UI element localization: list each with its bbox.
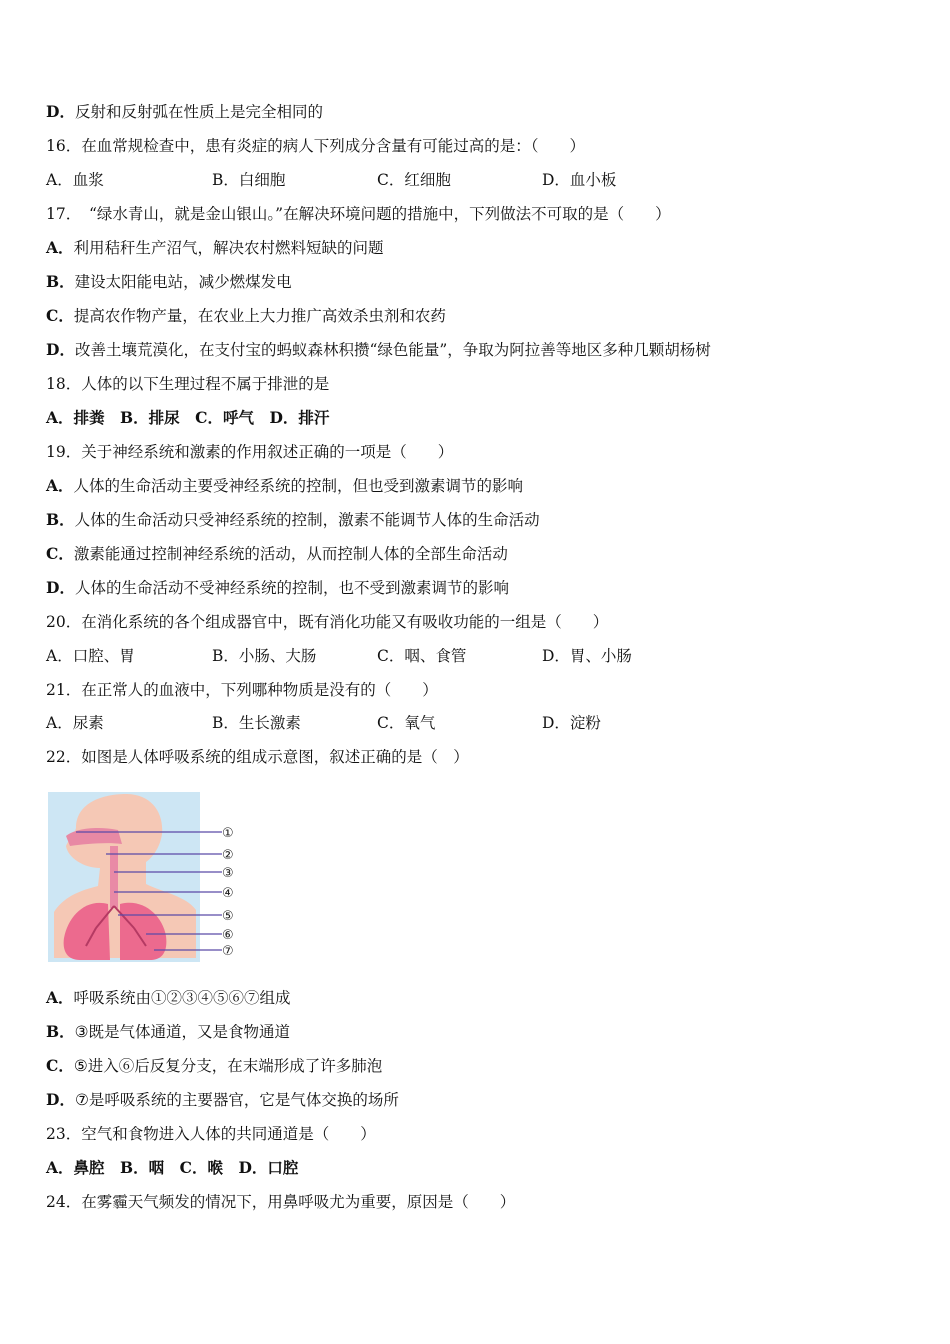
q18-options: A．排粪 B．排尿 C．呼气 D．排汗 xyxy=(46,408,330,427)
option-label: D． xyxy=(46,102,75,121)
q22-option-d: D．⑦是呼吸系统的主要器官，它是气体交换的场所 xyxy=(46,1090,399,1109)
figure-label-2: ② xyxy=(222,848,234,863)
q19-option-c: C．激素能通过控制神经系统的活动，从而控制人体的全部生命活动 xyxy=(46,544,508,563)
q20-option-a: A．口腔、胃 xyxy=(46,647,135,665)
q21-option-a: A．尿素 xyxy=(46,714,104,732)
figure-label-1: ① xyxy=(222,826,234,841)
question-22: 22．如图是人体呼吸系统的组成示意图，叙述正确的是（ ） xyxy=(46,748,469,766)
q22-option-a: A．呼吸系统由①②③④⑤⑥⑦组成 xyxy=(46,988,291,1007)
q15-option-d: D．反射和反射弧在性质上是完全相同的 xyxy=(46,102,323,121)
q16-option-a: A．血浆 xyxy=(46,171,104,189)
q17-option-b: B．建设太阳能电站，减少燃煤发电 xyxy=(46,272,292,291)
q17-option-d: D．改善土壤荒漠化，在支付宝的蚂蚁森林积攒“绿色能量”，争取为阿拉善等地区多种几颗胡杨树 xyxy=(46,340,711,359)
trachea-shape xyxy=(110,846,118,908)
q21-option-b: B．生长激素 xyxy=(212,714,301,732)
q19-option-a: A．人体的生命活动主要受神经系统的控制，但也受到激素调节的影响 xyxy=(46,476,524,495)
q20-option-b: B．小肠、大肠 xyxy=(212,647,317,665)
question-21: 21．在正常人的血液中，下列哪种物质是没有的（ ） xyxy=(46,681,438,699)
question-18: 18．人体的以下生理过程不属于排泄的是 xyxy=(46,375,330,393)
q23-options: A．鼻腔 B．咽 C．喉 D．口腔 xyxy=(46,1158,299,1177)
question-24: 24．在雾霾天气频发的情况下，用鼻呼吸尤为重要，原因是（ ） xyxy=(46,1193,516,1211)
figure-label-5: ⑤ xyxy=(222,909,234,924)
q21-option-c: C．氧气 xyxy=(377,714,436,732)
q22-option-b: B．③既是气体通道，又是食物通道 xyxy=(46,1022,291,1041)
q19-option-b: B．人体的生命活动只受神经系统的控制，激素不能调节人体的生命活动 xyxy=(46,510,540,529)
q20-option-c: C．咽、食管 xyxy=(377,647,467,665)
q16-option-b: B．白细胞 xyxy=(212,171,286,189)
question-20: 20．在消化系统的各个组成器官中，既有消化功能又有吸收功能的一组是（ ） xyxy=(46,613,609,631)
q16-option-c: C．红细胞 xyxy=(377,171,451,189)
q17-option-c: C．提高农作物产量，在农业上大力推广高效杀虫剂和农药 xyxy=(46,306,446,325)
q20-option-d: D．胃、小肠 xyxy=(542,647,632,665)
figure-label-7: ⑦ xyxy=(222,944,234,959)
respiratory-system-figure xyxy=(46,788,241,966)
question-19: 19．关于神经系统和激素的作用叙述正确的一项是（ ） xyxy=(46,443,454,461)
question-16: 16．在血常规检查中，患有炎症的病人下列成分含量有可能过高的是：（ ） xyxy=(46,137,585,155)
q19-option-d: D．人体的生命活动不受神经系统的控制，也不受到激素调节的影响 xyxy=(46,578,509,597)
q16-option-d: D．血小板 xyxy=(542,171,617,189)
q21-option-d: D．淀粉 xyxy=(542,714,601,732)
figure-label-3: ③ xyxy=(222,866,234,881)
q17-option-a: A．利用秸秆生产沼气，解决农村燃料短缺的问题 xyxy=(46,238,384,257)
figure-label-4: ④ xyxy=(222,886,234,901)
question-17: 17． “绿水青山，就是金山银山。”在解决环境问题的措施中，下列做法不可取的是（ ） xyxy=(46,205,671,223)
q22-option-c: C．⑤进入⑥后反复分支，在末端形成了许多肺泡 xyxy=(46,1056,383,1075)
question-23: 23．空气和食物进入人体的共同通道是（ ） xyxy=(46,1125,376,1143)
figure-label-6: ⑥ xyxy=(222,928,234,943)
